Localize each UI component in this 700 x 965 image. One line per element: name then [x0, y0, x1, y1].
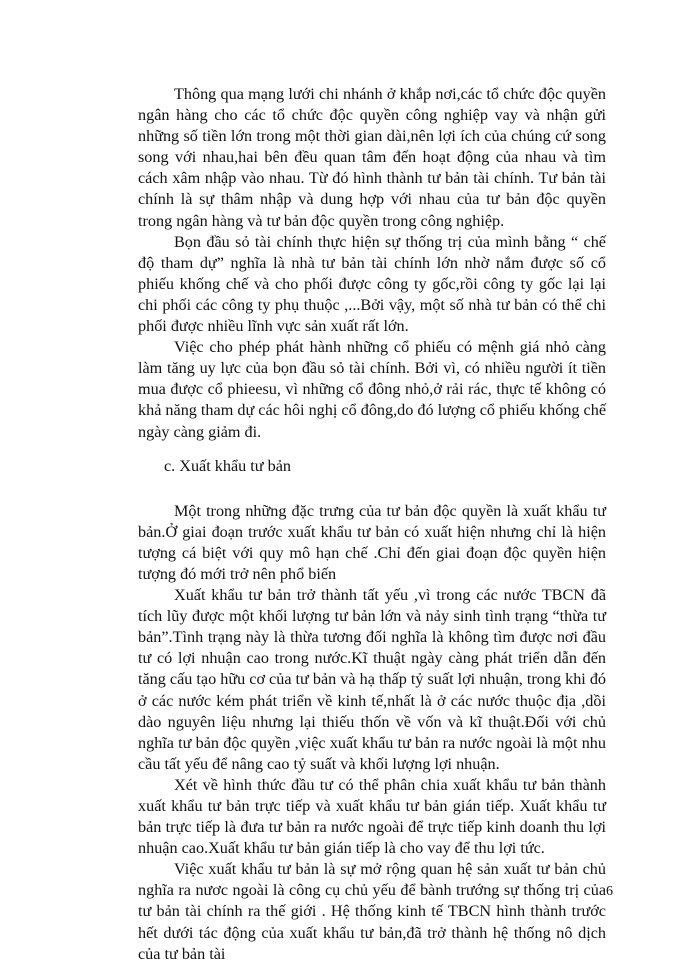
- paragraph-capital-export-necessity: Xuất khẩu tư bản trở thành tất yếu ,vì trong các nước TBCN đã tích lũy được một khối lượng tư bản lớn và nảy sinh tình trạng “thừa tư bản”.Tình trạng này là thừa tương đối nghĩa là không tìm được nơi đầu tư có lợi nhuận cao trong nước.Kĩ thuật ngày càng phát triển dẫn đến tăng cấu tạo hữu cơ của tư bản và hạ thấp tỷ suất lợi nhuận, trong khi đó ở các nước kém phát triển về kinh tế,nhất là ở các nước thuộc địa ,dồi dào nguyên liệu nhưng lại thiếu thốn về vốn và kĩ thuật.Đối với chủ nghĩa tư bản độc quyền ,việc xuất khẩu tư bản ra nước ngoài là một nhu cầu tất yếu để nâng cao tỷ suất và khối lượng lợi nhuận.: [138, 586, 607, 773]
- spacer: [138, 443, 606, 456]
- paragraph-small-denomination-shares: Việc cho phép phát hành những cổ phiếu có mệnh giá nhỏ càng làm tăng uy lực của bọn đầu sỏ tài chính. Bởi vì, có nhiều người ít tiền mua được cổ phieesu, vì những cổ đông nhỏ,ở rải rác, thực tế không có khả năng tham dự các hôi nghị cổ đông,do đó lượng cổ phiếu khống chế ngày càng giảm đi.: [138, 338, 607, 441]
- paragraph-participation-system: Bọn đầu sỏ tài chính thực hiện sự thống trị của mình bằng “ chế độ tham dự” nghĩa là nhà tư bản tài chính lớn nhờ nắm được số cổ phiếu khống chế và cho phối được công ty gốc,rồi công ty gốc lại lại chi phối các công ty phụ thuộc ,...Bởi vậy, một số nhà tư bản có thể chi phối được nhiều lĩnh vực sản xuất rất lớn.: [138, 232, 606, 336]
- document-body: [138, 84, 606, 965]
- paragraph-financial-capital-formation: Thông qua mạng lưới chi nhánh ở khắp nơi,các tổ chức độc quyền ngân hàng cho các tổ chức độc quyền công nghiệp vay và nhận gửi những số tiền lớn trong một thời gian dài,nên lợi ích của chúng cứ song song với nhau,hai bên đều quan tâm đến hoạt động của nhau và tìm cách xâm nhập vào nhau. Từ đó hình thành tư bản tài chính. Tư bản tài chính là sự thâm nhập và dung hợp với nhau của tư bản độc quyền trong ngân hàng và tư bản độc quyền trong công nghiệp.: [138, 85, 606, 230]
- page-number: 6: [606, 884, 613, 899]
- section-heading: c. Xuất khẩu tư bản: [164, 456, 291, 475]
- paragraph-investment-forms: Xét về hình thức đầu tư có thể phân chia xuất khẩu tư bản thành xuất khẩu tư bản trực tiếp và xuất khẩu tư bản gián tiếp. Xuất khẩu tư bản trực tiếp là đưa tư bản ra nước ngoài để trực tiếp kinh doanh thu lợi nhuận cao.Xuất khẩu tư bản gián tiếp là cho vay để thu lợi tức.: [138, 775, 606, 858]
- spacer: [138, 477, 606, 501]
- paragraph-capital-export-characteristic: Một trong những đặc trưng của tư bản độc quyền là xuất khẩu tư bản.Ở giai đoạn trước xuất khẩu tư bản có xuất hiện nhưng chỉ là hiện tượng cá biệt với quy mô hạn chế .Chỉ đến giai đoạn độc quyền hiện tượng đó mới trở nên phổ biến: [138, 501, 606, 583]
- paragraph-expansion-of-relations: Việc xuất khẩu tư bản là sự mở rộng quan hệ sản xuất tư bản chủ nghĩa ra nươc ngoài là công cụ chủ yếu để bành trướng sự thống trị của tư bản tài chính ra thế giới . Hệ thống kinh tế TBCN hình thành trước hết dưới tác động của xuất khẩu tư bản,đã trở thành hệ thống nô dịch của tư bản tài: [138, 860, 606, 963]
